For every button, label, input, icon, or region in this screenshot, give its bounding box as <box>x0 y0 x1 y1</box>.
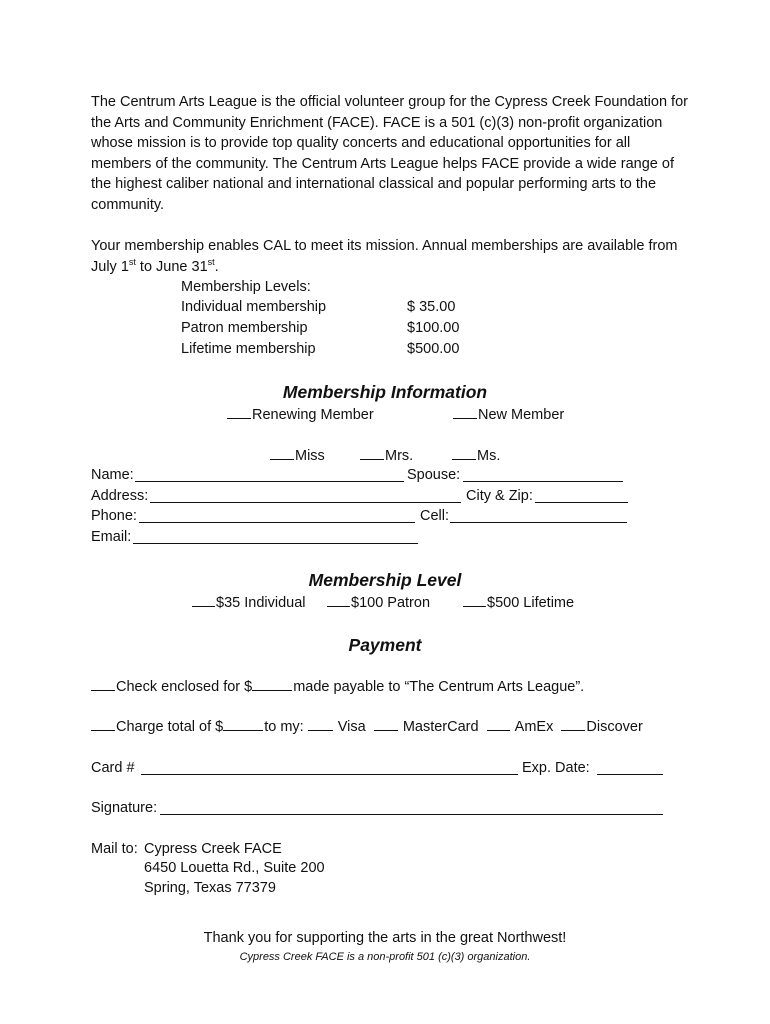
signature-label: Signature: <box>91 800 158 816</box>
membership-level-heading: Membership Level <box>308 570 462 590</box>
spouse-label: Spouse: <box>407 467 461 483</box>
title-miss-option[interactable] <box>270 445 325 466</box>
availability-text-a: Your membership enables CAL to meet its mission. Annual memberships are available from July 1 <box>91 238 678 275</box>
title-ms-label: Ms. <box>477 448 501 464</box>
level-individual-checkbox[interactable] <box>192 592 215 607</box>
mail-address-line-2: 6450 Louetta Rd., Suite 200 <box>144 860 325 876</box>
check-checkbox[interactable] <box>91 676 115 691</box>
level-patron-option[interactable] <box>327 592 430 613</box>
spouse-field[interactable] <box>463 481 623 482</box>
title-ms-option[interactable] <box>452 445 500 466</box>
cell-field[interactable] <box>450 522 627 523</box>
city-zip-label: City & Zip: <box>466 488 533 504</box>
name-field[interactable] <box>135 481 404 482</box>
level-individual-label: $35 Individual <box>216 595 306 611</box>
name-label: Name: <box>91 467 134 483</box>
charge-label-a: Charge total of $ <box>116 719 224 735</box>
email-label: Email: <box>91 529 132 545</box>
availability-text-b: to June 31 <box>135 258 208 275</box>
mastercard-label: MasterCard <box>402 719 479 735</box>
payment-heading: Payment <box>348 635 422 655</box>
cell-label: Cell: <box>420 508 450 524</box>
email-field[interactable] <box>133 543 418 544</box>
membership-info-heading: Membership Information <box>282 382 488 402</box>
discover-label: Discover <box>586 719 643 735</box>
charge-label-b: to my: <box>264 719 304 735</box>
new-member-label: New Member <box>478 407 565 423</box>
level-lifetime-label: $500 Lifetime <box>487 595 575 611</box>
level-lifetime-checkbox[interactable] <box>463 592 486 607</box>
level-item-patron-price: $100.00 <box>407 320 460 336</box>
level-item-individual-price: $ 35.00 <box>407 299 456 315</box>
check-amount-field[interactable] <box>252 676 292 691</box>
check-label-a: Check enclosed for $ <box>116 679 253 695</box>
title-mrs-checkbox[interactable] <box>360 445 384 460</box>
amex-checkbox[interactable] <box>487 716 510 731</box>
charge-line <box>91 716 643 737</box>
availability-sup-1: st <box>128 256 136 267</box>
phone-field[interactable] <box>139 522 415 523</box>
level-item-lifetime-price: $500.00 <box>407 341 460 357</box>
level-individual-option[interactable] <box>192 592 306 613</box>
address-label: Address: <box>91 488 149 504</box>
level-item-individual-label: Individual membership <box>181 299 327 315</box>
check-line <box>91 676 584 697</box>
renewing-member-option[interactable] <box>227 404 374 425</box>
exp-date-label: Exp. Date: <box>522 760 590 776</box>
new-member-checkbox[interactable] <box>453 404 477 419</box>
renewing-member-label: Renewing Member <box>252 407 374 423</box>
title-miss-checkbox[interactable] <box>270 445 294 460</box>
card-number-field[interactable] <box>141 774 518 775</box>
levels-title: Membership Levels: <box>181 279 311 295</box>
title-mrs-label: Mrs. <box>385 448 414 464</box>
signature-field[interactable] <box>160 814 663 815</box>
card-number-label: Card # <box>91 760 135 776</box>
mail-address-line-3: Spring, Texas 77379 <box>144 880 276 896</box>
mail-to-label: Mail to: <box>91 841 138 857</box>
availability-sup-2: st <box>207 256 215 267</box>
check-label-b: made payable to “The Centrum Arts League”. <box>293 679 585 695</box>
phone-label: Phone: <box>91 508 137 524</box>
level-item-lifetime-label: Lifetime membership <box>181 341 316 357</box>
mastercard-checkbox[interactable] <box>374 716 398 731</box>
discover-checkbox[interactable] <box>561 716 585 731</box>
charge-amount-field[interactable] <box>223 716 263 731</box>
level-patron-checkbox[interactable] <box>327 592 350 607</box>
level-patron-label: $100 Patron <box>351 595 431 611</box>
thank-you-message: Thank you for supporting the arts in the great Northwest! <box>203 930 567 946</box>
charge-checkbox[interactable] <box>91 716 115 731</box>
title-mrs-option[interactable] <box>360 445 413 466</box>
level-item-patron-label: Patron membership <box>181 320 308 336</box>
availability-text-c: . <box>214 258 219 275</box>
mail-address-line-1: Cypress Creek FACE <box>144 841 282 857</box>
exp-date-field[interactable] <box>597 774 663 775</box>
address-field[interactable] <box>150 502 461 503</box>
nonprofit-note: Cypress Creek FACE is a non-profit 501 (c)(3) organization. <box>239 951 531 963</box>
intro-paragraph: The Centrum Arts League is the official volunteer group for the Cypress Creek Foundation for the Arts and Community Enrichment (FACE). FACE is a 501 (c)(3) non-profit organization whose mission is to provide top quality concerts and educational opportunities for all members of the community. The Centrum Arts League helps FACE provide a wide range of the highest caliber national and international classical and popular performing arts to the community. <box>91 94 688 213</box>
renewing-member-checkbox[interactable] <box>227 404 251 419</box>
new-member-option[interactable] <box>453 404 564 425</box>
availability-paragraph <box>91 236 691 277</box>
level-lifetime-option[interactable] <box>463 592 574 613</box>
visa-checkbox[interactable] <box>308 716 333 731</box>
title-ms-checkbox[interactable] <box>452 445 476 460</box>
city-zip-field[interactable] <box>535 502 628 503</box>
amex-label: AmEx <box>514 719 554 735</box>
title-miss-label: Miss <box>295 448 325 464</box>
visa-label: Visa <box>337 719 366 735</box>
